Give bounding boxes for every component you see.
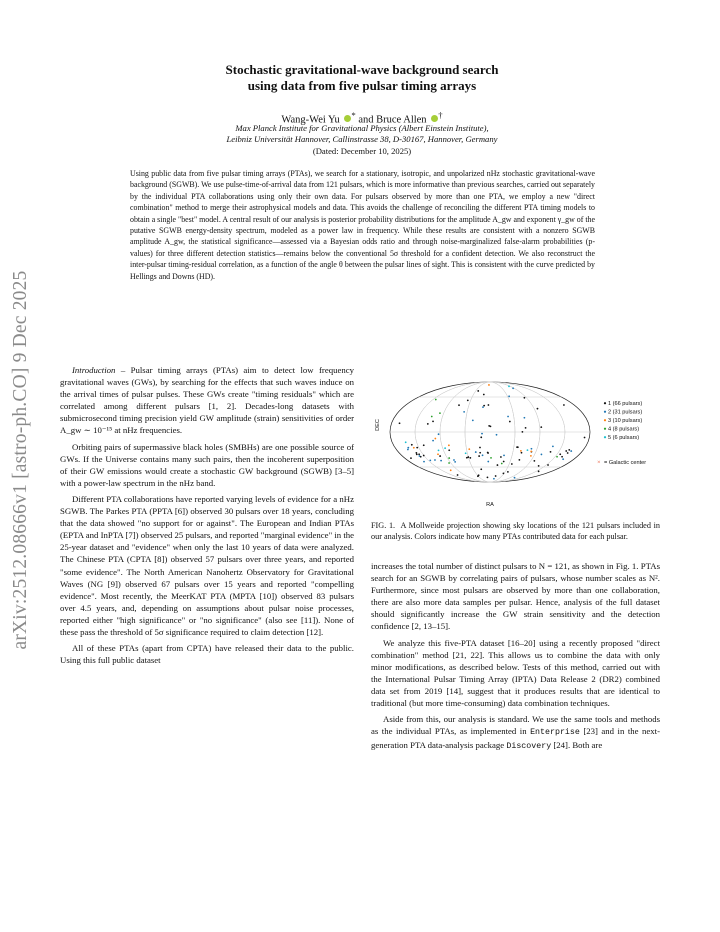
pulsar-marker [565, 450, 567, 452]
pulsar-marker [550, 451, 552, 453]
pulsar-marker [490, 426, 492, 428]
pulsar-marker [503, 454, 505, 456]
pulsar-marker [500, 456, 502, 458]
pulsar-marker [496, 434, 498, 436]
paragraph: Orbiting pairs of supermassive black holes (SMBHs) are one possible source of GWs. If the Universe contains many such pairs, then the incoherent superposition of their GW emissions would create a stochastic GW background (SGWB) [3–5] with a power-law spectrum in the nHz band. [60, 441, 354, 488]
pulsar-marker [423, 461, 425, 463]
pulsar-marker [468, 448, 470, 450]
galactic-center-label: = Galactic center [604, 460, 647, 466]
pulsar-marker [407, 449, 409, 451]
pulsar-marker [508, 385, 510, 387]
pulsar-marker [419, 455, 421, 457]
pulsar-marker [488, 384, 490, 386]
pulsar-marker [556, 456, 558, 458]
pulsar-marker [508, 395, 510, 397]
pulsar-marker [538, 465, 540, 467]
paper-title [120, 62, 604, 94]
galactic-center-marker: × [597, 459, 601, 466]
pulsar-marker [490, 457, 492, 459]
right-column [371, 560, 660, 757]
pulsar-marker [483, 405, 485, 407]
pulsar-marker [483, 394, 485, 396]
pulsar-marker [432, 440, 434, 442]
affiliation [120, 123, 604, 146]
pulsar-marker [511, 463, 513, 465]
paragraph: We analyze this five-PTA dataset [16–20] using a recently proposed "direct combination" method [21, 22]. This allows us to combine the data with only minor modifications, as described below. Tests of this method, carried out with the International Pulsar Timing Array (IPTA) Data Release 2 (DR2) combined data set from 2019 [14], suggest that it produces results that are identical to traditional (but more time-consuming) data combination techniques. [371, 637, 660, 709]
pulsar-marker [467, 399, 469, 401]
pulsar-marker [523, 417, 525, 419]
pulsar-marker [570, 450, 572, 452]
pulsar-marker [448, 449, 450, 451]
legend-entry: 4 (8 pulsars) [608, 426, 640, 433]
pulsar-marker [516, 446, 518, 448]
pulsar-marker [429, 459, 431, 461]
pulsar-marker [507, 471, 509, 473]
pulsar-marker [475, 451, 477, 453]
pulsar-marker [584, 437, 586, 439]
pulsar-marker [497, 464, 499, 466]
pulsar-marker [512, 387, 514, 389]
pulsar-marker [523, 397, 525, 399]
code-discovery: Discovery [506, 742, 552, 752]
pulsar-marker [522, 431, 524, 433]
pulsar-marker [427, 423, 429, 425]
legend-entry: 5 (6 pulsars) [608, 435, 640, 441]
figure-1-mollweide [375, 365, 665, 507]
pulsar-marker [469, 457, 471, 459]
legend-swatch [604, 411, 606, 413]
pulsar-marker [552, 445, 554, 447]
pulsar-marker [480, 436, 482, 438]
pulsar-marker [434, 459, 436, 461]
pulsar-marker [479, 452, 481, 454]
paragraph: Different PTA collaborations have reported varying levels of evidence for a nHz SGWB. The Parkes PTA (PPTA [6]) observed 30 pulsars over 18 years, concluding that the data showed "no support for or against". The European and Indian PTAs (EPTA and InPTA [7]) observed 25 pulsars, and reported "marginal evidence" in the 25-year dataset and "evidence" when only the last 10 years of data were analyzed. The Chinese PTA (CPTA [8]) observed 57 pulsars over three years, and reported "some evidence". The North American Nanohertz Observatory for Gravitational Waves (NG [9]) observed 67 pulsars over 15 years and reported "compelling evidence". Most recently, the MeerKAT PTA (MPTA [10]) observed 83 pulsars over 4.5 years, and, depending on assumptions about pulsar noise processes, reported either "high significance" or "no significance" (also see [11]). None of these pass the threshold of 5σ significance required to claim detection [12]. [60, 493, 355, 637]
pulsar-marker [448, 462, 450, 464]
legend-entry: 3 (10 pulsars) [608, 418, 643, 424]
pulsar-marker [538, 470, 540, 472]
caption-label: FIG. 1. [371, 521, 396, 530]
pulsar-marker [454, 461, 456, 463]
title-line-2: using data from five pulsar timing arrays [247, 78, 477, 93]
pulsar-marker [440, 460, 442, 462]
pulsar-marker [413, 447, 415, 449]
pulsar-marker [521, 452, 523, 454]
pulsar-marker [472, 419, 474, 421]
pulsar-marker [411, 444, 413, 446]
pulsar-marker [501, 463, 503, 465]
pulsar-marker [530, 455, 532, 457]
pulsar-marker [438, 433, 440, 435]
pulsar-marker [450, 469, 452, 471]
pulsar-marker [537, 408, 539, 410]
pulsar-marker [525, 427, 527, 429]
pulsar-marker [568, 449, 570, 451]
pulsar-marker [478, 455, 480, 457]
paragraph: All of these PTAs (apart from CPTA) have released their data to the public. Using this full public dataset [60, 643, 354, 666]
paragraph: Aside from this, our analysis is standard. We use the same tools and methods as the individual PTAs, as implemented in Enterprise [23] and in the next-generation PTA data-analysis package Discovery [24]. Both are [371, 714, 660, 752]
pulsar-marker [407, 447, 409, 449]
pulsar-marker [514, 477, 516, 479]
pulsar-marker [444, 447, 446, 449]
pulsar-marker [520, 450, 522, 452]
caption-text: A Mollweide projection showing sky locations of the 121 pulsars included in our analysis. Colors indicate how many PTAs contributed data for each pulsar. [371, 521, 660, 541]
pulsar-marker [416, 447, 418, 449]
legend-swatch [604, 402, 606, 404]
pulsar-marker [437, 453, 439, 455]
pulsar-marker [487, 476, 489, 478]
pulsar-marker [439, 455, 441, 457]
pulsar-marker [415, 452, 417, 454]
pulsar-marker [527, 449, 529, 451]
abstract: Using public data from five pulsar timing arrays (PTAs), we search for a stationary, isotropic, and unpolarized nHz stochastic gravitational-wave background (SGWB). We use pulse-time-of-arrival data from 121 pulsars, which is more informative than previous searches, carried out separately by the individual PTA collaborations using only their own data. For pulsars observed by more than one PTA, we employ a new "direct combination" method to merge their astrophysical models and data. This avoids the challenge of reconciling the different PTA timing models to obtain a single "best" model. A central result of our analysis is posterior probability distributions for the amplitude A_gw and exponent γ_gw of the putative SGWB energy-density spectrum, modeled as a power law in frequency. While these results are consistent with a nonzero SGWB amplitude A_gw, the statistical significance—assessed via a Bayesian odds ratio and through noise-marginalized false-alarm probabilities (p-values) for three different detection statistics—remains below the conventional 5σ threshold for a confident detection. We also reconstruct the inter-pulsar timing-residual correlation, as a function of the angle θ between the pulsar lines of sight. This is consistent with the curve predicted by Hellings and Downs (HD). [130, 169, 595, 281]
pulsar-marker [463, 411, 465, 413]
mollweide-grid [390, 382, 590, 482]
pulsar-marker [438, 449, 440, 451]
pulsar-marker [530, 450, 532, 452]
pulsar-marker [563, 404, 565, 406]
author-1-mark: * [351, 110, 356, 120]
pulsar-marker [487, 461, 489, 463]
pulsar-marker [495, 475, 497, 477]
pulsar-marker [567, 452, 569, 454]
pulsar-marker [488, 404, 490, 406]
pulsar-marker [405, 441, 407, 443]
pulsar-marker [457, 474, 459, 476]
legend-entry: 2 (31 pulsars) [608, 409, 643, 416]
pulsar-marker [480, 468, 482, 470]
pulsar-marker [561, 456, 563, 458]
code-enterprise: Enterprise [530, 728, 580, 738]
pulsar-marker [479, 447, 481, 449]
pulsar-marker [418, 453, 420, 455]
pulsar-marker [448, 457, 450, 459]
pulsar-marker [399, 422, 401, 424]
pulsar-marker [448, 444, 450, 446]
pulsar-marker [562, 458, 564, 460]
legend [604, 401, 642, 441]
pulsar-marker [439, 412, 441, 414]
pulsar-marker [466, 457, 468, 459]
pulsar-marker [531, 448, 533, 450]
pulsar-marker [503, 461, 505, 463]
paragraph-intro: Introduction – Pulsar timing arrays (PTAs) aim to detect low frequency gravitational waves (GWs), by searching for the effects that such waves induce on the arrival times of pulsar pulses. These GWs create "timing residuals" which are correlated among different pulsars [1, 2]. Decades-long datasets with submicrosecond timing precision yield GW amplitude (strain) sensitivities of order A_gw ∼ 10⁻¹⁵ at nHz frequencies. [60, 365, 354, 436]
pulsar-marker [410, 457, 412, 459]
arxiv-identifier: arXiv:2512.08666v1 [astro-ph.CO] 9 Dec 2025 [10, 270, 31, 650]
affiliation-line-1: Max Planck Institute for Gravitational Physics (Albert Einstein Institute), [235, 123, 489, 133]
pulsar-marker [435, 399, 437, 401]
legend-swatch [604, 419, 606, 421]
pulsar-marker [540, 426, 542, 428]
pulsar-marker [509, 421, 511, 423]
figure-caption [371, 520, 660, 542]
date-line: (Dated: December 10, 2025) [312, 146, 412, 156]
pulsar-marker [533, 460, 535, 462]
arxiv-sidebar [8, 240, 34, 680]
pulsar-marker [541, 454, 543, 456]
affiliation-line-2: Leibniz Universität Hannover, Callinstrasse 38, D-30167, Hannover, Germany [226, 134, 498, 145]
legend-swatch [604, 428, 606, 430]
pulsar-marker [477, 475, 479, 477]
pulsar-marker [477, 390, 479, 392]
pulsar-marker [453, 459, 455, 461]
pulsar-marker [481, 433, 483, 435]
pulsar-marker [547, 464, 549, 466]
pulsar-marker [518, 459, 520, 461]
y-axis-label: DEC [375, 419, 381, 431]
pulsar-marker [432, 420, 434, 422]
title-line-1: Stochastic gravitational-wave background search [225, 62, 499, 77]
pulsar-marker [458, 404, 460, 406]
author-separator: and Bruce Allen [355, 114, 430, 126]
legend-swatch [604, 436, 606, 438]
pulsar-marker [493, 478, 495, 480]
pulsar-marker [482, 406, 484, 408]
pulsar-marker [423, 455, 425, 457]
pulsar-marker [559, 453, 561, 455]
pulsar-marker [482, 454, 484, 456]
left-column [60, 364, 354, 670]
pulsar-marker [487, 452, 489, 454]
pulsar-marker [434, 438, 436, 440]
author-1: Wang-Wei Yu [281, 114, 340, 126]
mollweide-plot [375, 365, 665, 507]
pulsar-marker [431, 416, 433, 418]
author-2-mark: † [438, 110, 443, 120]
pulsar-marker [423, 444, 425, 446]
pulsar-marker [507, 416, 509, 418]
legend-entry: 1 (66 pulsars) [608, 401, 643, 407]
section-lead: Introduction [72, 365, 116, 375]
pulsar-marker [465, 452, 467, 454]
pulsar-marker [503, 473, 505, 475]
paragraph: increases the total number of distinct pulsars to N = 121, as shown in Fig. 1. PTAs search for an SGWB by correlating pairs of pulsars, whose number scales as N². Furthermore, since most pulsars are observed by more than one collaboration, there are also more data samples per pulsar. Hence, analysis of the full dataset should significantly increase the GW strain sensitivity and the detection confidence [2, 13–15]. [371, 561, 660, 632]
x-axis-label: RA [486, 502, 494, 507]
